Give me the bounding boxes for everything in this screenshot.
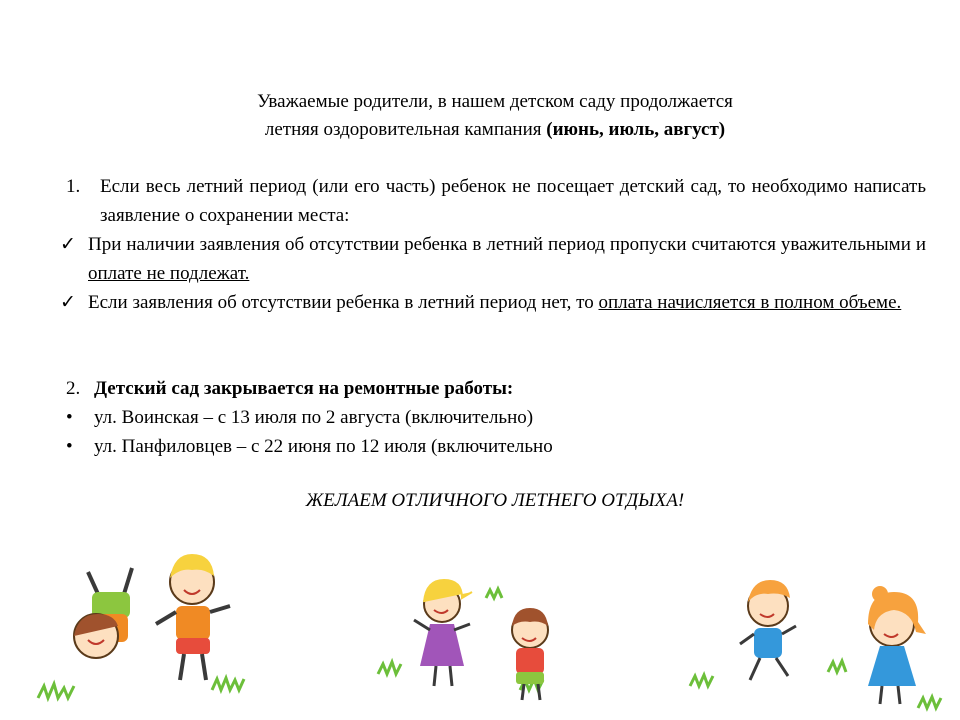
section-1-text: Если весь летний период (или его часть) ребенок не посещает детский сад, то необходимо написать заявление о сохранении места: (100, 176, 926, 226)
girl-dancing-icon (414, 580, 472, 686)
intro-line-2-bold: (июнь, июль, август) (546, 119, 726, 140)
bullet-icon: • (66, 436, 73, 457)
bullet-item-1 (66, 403, 926, 432)
wish-text: ЖЕЛАЕМ ОТЛИЧНОГО ЛЕТНЕГО ОТДЫХА! (305, 490, 685, 511)
section-1-number: 1. (66, 176, 81, 197)
check-item-2-underlined: оплата начисляется в полном объеме. (598, 292, 902, 313)
intro-text (0, 88, 960, 144)
section-2-title: Детский сад закрывается на ремонтные работы: (94, 378, 514, 399)
intro-line-1: Уважаемые родители, в нашем детском саду продолжается (257, 91, 733, 112)
section-2 (66, 374, 926, 461)
bullet-item-1-text: ул. Воинская – с 13 июля по 2 августа (включительно) (94, 407, 534, 428)
check-item-1 (60, 230, 926, 288)
section-2-item (66, 374, 926, 403)
check-item-1-plain: При наличии заявления об отсутствии ребенка в летний период пропуски считаются уважительными и (88, 234, 926, 255)
intro-line-2-normal: летняя оздоровительная кампания (264, 119, 547, 140)
grass-icon (38, 589, 941, 708)
children-illustration (0, 540, 960, 720)
intro-line-2 (0, 116, 960, 144)
check-item-2-plain: Если заявления об отсутствии ребенка в летний период нет, то (88, 292, 599, 313)
check-mark-icon: ✓ (60, 234, 76, 255)
check-item-2-text (88, 288, 926, 317)
girl-smiling-icon (868, 586, 926, 704)
bullet-item-2-text: ул. Панфиловцев – с 22 июня по 12 июля (включительно (94, 436, 553, 457)
child-waving-icon (156, 554, 230, 680)
bullet-icon: • (66, 407, 73, 428)
check-item-2 (60, 288, 926, 317)
section-1-item (66, 172, 926, 230)
section-2-number: 2. (66, 378, 81, 399)
check-item-1-text (88, 230, 926, 288)
check-mark-icon: ✓ (60, 292, 76, 313)
child-running-icon (740, 580, 796, 680)
child-handstand-icon (74, 568, 132, 658)
check-item-1-underlined: оплате не подлежат. (88, 263, 250, 284)
section-1 (60, 172, 926, 317)
bullet-item-2 (66, 432, 926, 461)
